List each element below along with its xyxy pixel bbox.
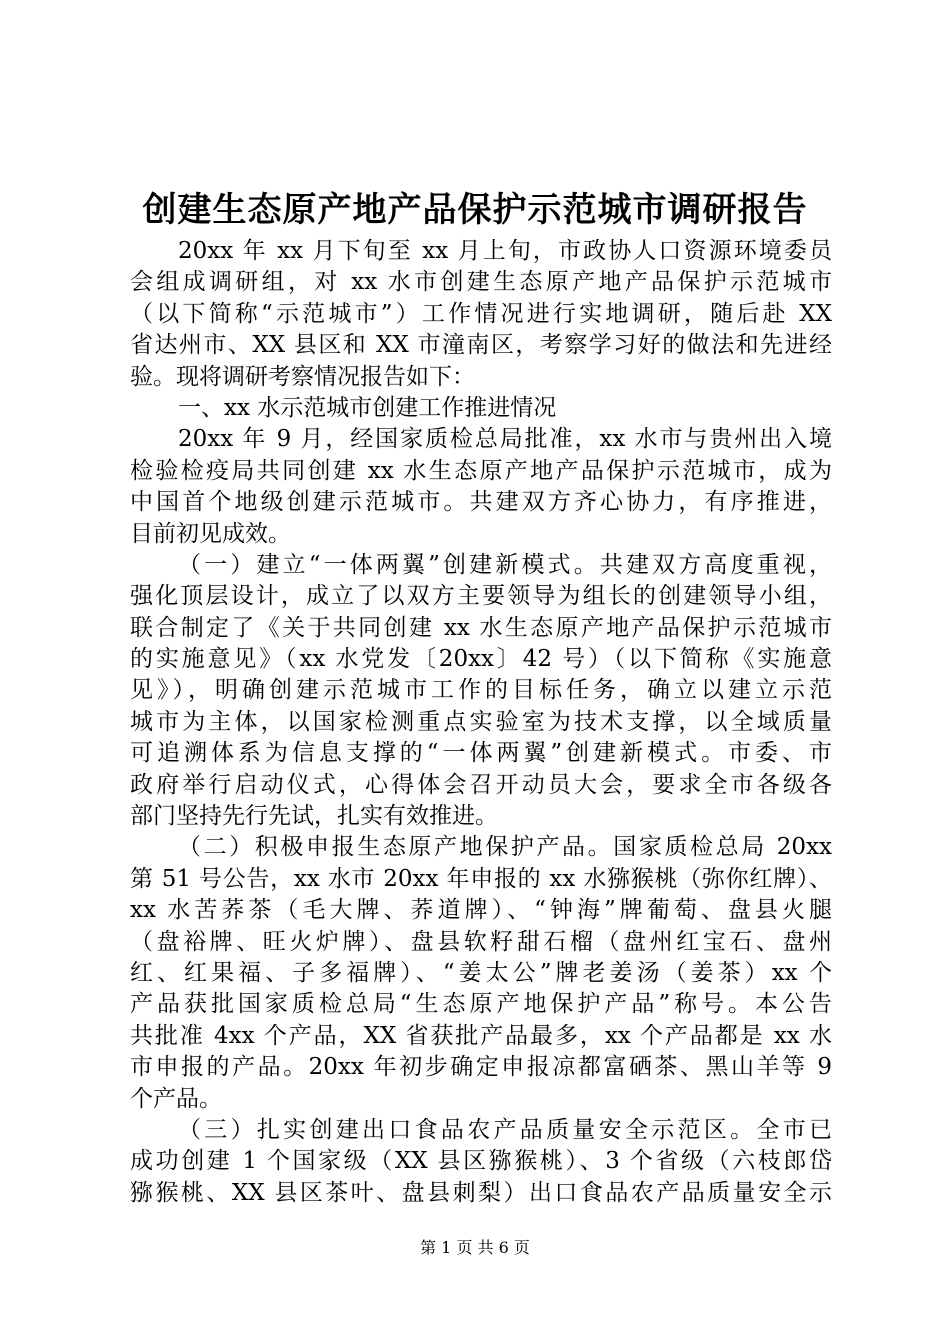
page-footer: 第 1 页 共 6 页 xyxy=(420,1238,530,1257)
text-line: 省达州市、XX 县区和 XX 市潼南区，考察学习好的做法和先进经 xyxy=(130,332,832,359)
text-line: 20xx 年 9 月，经国家质检总局批准，xx 水市与贵州出入境 xyxy=(178,426,832,453)
text-line: 检验检疫局共同创建 xx 水生态原产地产品保护示范城市，成为 xyxy=(130,457,832,484)
document-body xyxy=(130,236,832,1209)
text-line: （一）建立“一体两翼”创建新模式。共建双方高度重视， xyxy=(178,551,832,578)
text-line: 20xx 年 xx 月下旬至 xx 月上旬，市政协人口资源环境委员 xyxy=(178,238,832,264)
text-line: 中国首个地级创建示范城市。共建双方齐心协力，有序推进， xyxy=(130,489,832,516)
text-line: 市申报的产品。20xx 年初步确定申报凉都富硒茶、黑山羊等 9 xyxy=(130,1054,832,1081)
text-line: 产品获批国家质检总局“生态原产地保护产品”称号。本公告 xyxy=(130,991,832,1018)
text-line: 政府举行启动仪式，心得体会召开动员大会，要求全市各级各 xyxy=(130,771,832,798)
text-line: 个产品。 xyxy=(130,1085,222,1112)
text-line: xx 水苦荞茶（毛大牌、荞道牌）、“钟海”牌葡萄、盘县火腿 xyxy=(130,897,832,924)
text-line: 可追溯体系为信息支撑的“一体两翼”创建新模式。市委、市 xyxy=(130,740,832,767)
text-line: 城市为主体，以国家检测重点实验室为技术支撑，以全域质量 xyxy=(130,708,832,735)
text-line: 猕猴桃、XX 县区茶叶、盘县刺梨）出口食品农产品质量安全示 xyxy=(130,1179,832,1206)
document-title: 创建生态原产地产品保护示范城市调研报告 xyxy=(142,190,808,230)
text-line: 部门坚持先行先试，扎实有效推进。 xyxy=(130,803,498,830)
text-line: 红、红果福、子多福牌）、“姜太公”牌老姜汤（姜茶）xx 个 xyxy=(130,959,832,986)
text-line: （盘裕牌、旺火炉牌）、盘县软籽甜石榴（盘州红宝石、盘州 xyxy=(130,928,832,955)
text-line: 第 51 号公告，xx 水市 20xx 年申报的 xx 水猕猴桃（弥你红牌）、 xyxy=(130,865,832,892)
text-line: 会组成调研组，对 xx 水市创建生态原产地产品保护示范城市 xyxy=(130,269,832,296)
text-line: 联合制定了《关于共同创建 xx 水生态原产地产品保护示范城市 xyxy=(130,614,832,641)
text-line: 的实施意见》（xx 水党发〔20xx〕42 号）（以下简称《实施意 xyxy=(130,646,832,673)
text-line: 强化顶层设计，成立了以双方主要领导为组长的创建领导小组， xyxy=(130,583,832,610)
text-line: 共批准 4xx 个产品，XX 省获批产品最多，xx 个产品都是 xx 水 xyxy=(130,1022,832,1049)
text-line: 目前初见成效。 xyxy=(130,520,291,547)
text-line: 验。现将调研考察情况报告如下： xyxy=(130,363,475,390)
text-line: （以下简称“示范城市”）工作情况进行实地调研，随后赴 XX xyxy=(130,300,832,327)
text-line: 见》），明确创建示范城市工作的目标任务，确立以建立示范 xyxy=(130,677,832,704)
text-line: （二）积极申报生态原产地保护产品。国家质检总局 20xx xyxy=(178,834,832,861)
text-line: （三）扎实创建出口食品农产品质量安全示范区。全市已 xyxy=(178,1116,832,1143)
text-line: 一、xx 水示范城市创建工作推进情况 xyxy=(178,394,557,421)
text-line: 成功创建 1 个国家级（XX 县区猕猴桃）、3 个省级（六枝郎岱 xyxy=(130,1148,832,1175)
